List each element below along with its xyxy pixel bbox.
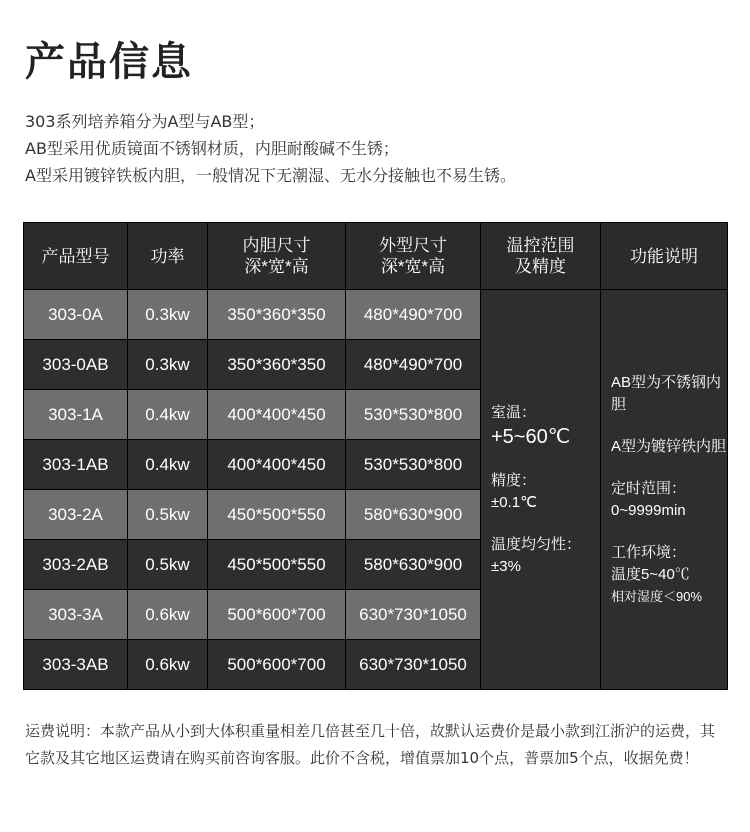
cell-model: 303-0AB [24,340,128,390]
table-header-row [24,223,728,290]
cell-power: 0.5kw [128,540,208,590]
room-temp-label: 室温： [491,403,537,421]
timer-range: 定时范围： 0~9999min [611,479,687,519]
intro-list [25,108,516,189]
table-row [24,290,728,340]
cell-outer-size: 480*490*700 [346,290,481,340]
cell-outer-size: 580*630*900 [346,540,481,590]
cell-inner-size: 400*400*450 [208,440,346,490]
cell-model: 303-0A [24,290,128,340]
header-temp-control: 温控范围 及精度 [481,223,601,290]
ab-type-desc: AB型为不锈钢内胆 [611,373,722,413]
precision-label: 精度： [491,471,537,489]
room-temp-range: +5~60℃ [491,425,571,448]
function-cell [601,290,728,690]
cell-power: 0.3kw [128,290,208,340]
work-env: 工作环境： 温度5~40℃ [611,543,690,583]
uniformity-value: ±3% [491,557,521,575]
intro-line: AB型采用优质镜面不锈钢材质，内胆耐酸碱不生锈； [25,139,399,158]
header-power: 功率 [128,223,208,290]
a-type-desc: A型为镀锌铁内胆 [611,437,727,455]
cell-power: 0.4kw [128,390,208,440]
cell-model: 303-1AB [24,440,128,490]
cell-outer-size: 630*730*1050 [346,640,481,690]
cell-power: 0.6kw [128,640,208,690]
header-model: 产品型号 [24,223,128,290]
cell-model: 303-2A [24,490,128,540]
uniformity-label: 温度均匀性： [491,535,582,553]
cell-outer-size: 630*730*1050 [346,590,481,640]
cell-outer-size: 480*490*700 [346,340,481,390]
cell-inner-size: 500*600*700 [208,590,346,640]
cell-inner-size: 350*360*350 [208,290,346,340]
page-title: 产品信息 [25,39,193,85]
intro-line: A型采用镀锌铁板内胆，一般情况下无潮湿、无水分接触也不易生锈。 [25,166,516,185]
cell-inner-size: 350*360*350 [208,340,346,390]
cell-model: 303-2AB [24,540,128,590]
header-inner-size: 内胆尺寸 深*宽*高 [208,223,346,290]
cell-outer-size: 580*630*900 [346,490,481,540]
cell-outer-size: 530*530*800 [346,440,481,490]
intro-line: 303系列培养箱分为A型与AB型； [25,112,265,131]
cell-outer-size: 530*530*800 [346,390,481,440]
cell-inner-size: 450*500*550 [208,540,346,590]
spec-table [23,222,728,690]
cell-power: 0.6kw [128,590,208,640]
precision-value: ±0.1℃ [491,493,537,511]
temp-control-cell [481,290,601,690]
header-outer-size: 外型尺寸 深*宽*高 [346,223,481,290]
cell-inner-size: 450*500*550 [208,490,346,540]
cell-model: 303-1A [24,390,128,440]
shipping-note: 运费说明：本款产品从小到大体积重量相差几倍甚至几十倍，故默认运费价是最小款到江浙沪的运费，其它款及其它地区运费请在购买前咨询客服。此价不含税，增值票加10个点，普票加5个点，收据免费！ [25,722,716,767]
humidity: 相对湿度＜90% [611,588,703,604]
cell-model: 303-3AB [24,640,128,690]
cell-inner-size: 400*400*450 [208,390,346,440]
header-function: 功能说明 [601,223,728,290]
cell-inner-size: 500*600*700 [208,640,346,690]
cell-power: 0.3kw [128,340,208,390]
cell-power: 0.4kw [128,440,208,490]
cell-model: 303-3A [24,590,128,640]
cell-power: 0.5kw [128,490,208,540]
